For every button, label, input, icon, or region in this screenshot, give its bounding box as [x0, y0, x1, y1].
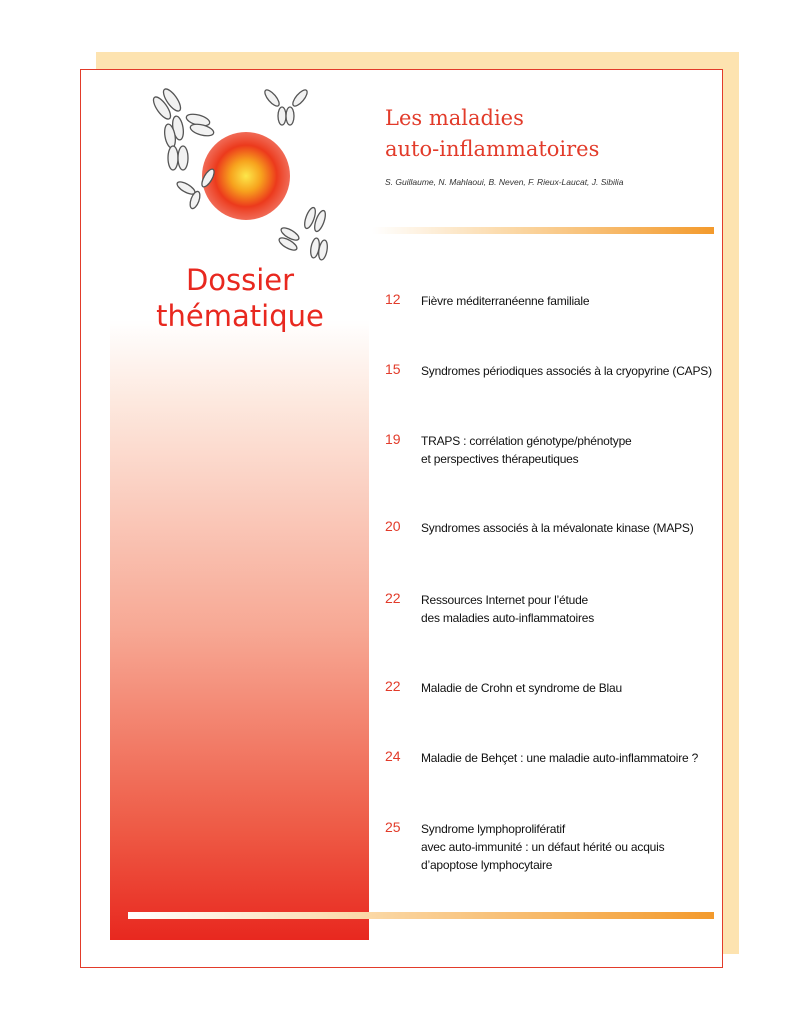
- toc-title-line: Syndromes associés à la mévalonate kinase (MAPS): [421, 521, 694, 535]
- dossier-title-line2: thématique: [156, 299, 324, 333]
- toc-page-number: 20: [385, 518, 401, 534]
- antibody-icon: [277, 206, 328, 260]
- toc-title-line: Fièvre méditerranéenne familiale: [421, 294, 590, 308]
- toc-title-line: des maladies auto-inflammatoires: [421, 611, 595, 625]
- toc-title: [421, 820, 721, 874]
- antibody-illustration: [140, 86, 350, 266]
- top-divider: [372, 227, 714, 234]
- toc-title: [421, 432, 721, 468]
- toc-title-line: Syndromes périodiques associés à la cryopyrine (CAPS): [421, 364, 712, 378]
- toc-page-number: 24: [385, 748, 401, 764]
- dossier-title: [150, 262, 330, 334]
- toc-title-line: TRAPS : corrélation génotype/phénotype: [421, 434, 632, 448]
- toc-page-number: 22: [385, 590, 401, 606]
- authors-line: S. Guillaume, N. Mahlaoui, B. Neven, F. Rieux-Laucat, J. Sibilia: [385, 177, 624, 187]
- toc-title: [421, 679, 721, 697]
- toc-page-number: 25: [385, 819, 401, 835]
- toc-page-number: 19: [385, 431, 401, 447]
- toc-page-number: 22: [385, 678, 401, 694]
- dossier-title-line1: Dossier: [185, 263, 295, 297]
- toc-title-line: Syndrome lymphoprolifératif: [421, 822, 565, 836]
- toc-title-line: d’apoptose lymphocytaire: [421, 858, 553, 872]
- article-title-line2: auto-inflammatoires: [385, 137, 600, 161]
- toc-title: [421, 362, 721, 380]
- toc-title-line: Maladie de Behçet : une maladie auto-inflammatoire ?: [421, 751, 699, 765]
- article-title-line1: Les maladies: [385, 106, 524, 130]
- article-title: [385, 103, 705, 165]
- toc-title: [421, 292, 721, 310]
- antibody-icon: [150, 86, 214, 170]
- toc-page-number: 15: [385, 361, 401, 377]
- toc-title: [421, 749, 721, 767]
- toc-title-line: et perspectives thérapeutiques: [421, 452, 579, 466]
- bottom-divider: [128, 912, 714, 919]
- toc-page-number: 12: [385, 291, 401, 307]
- toc-title-line: Maladie de Crohn et syndrome de Blau: [421, 681, 622, 695]
- toc-title: [421, 519, 721, 537]
- antibody-icon: [263, 88, 310, 125]
- toc-title-line: Ressources Internet pour l’étude: [421, 593, 589, 607]
- toc-title-line: avec auto-immunité : un défaut hérité ou acquis: [421, 840, 665, 854]
- cell-sphere-icon: [202, 132, 290, 220]
- toc-title: [421, 591, 721, 627]
